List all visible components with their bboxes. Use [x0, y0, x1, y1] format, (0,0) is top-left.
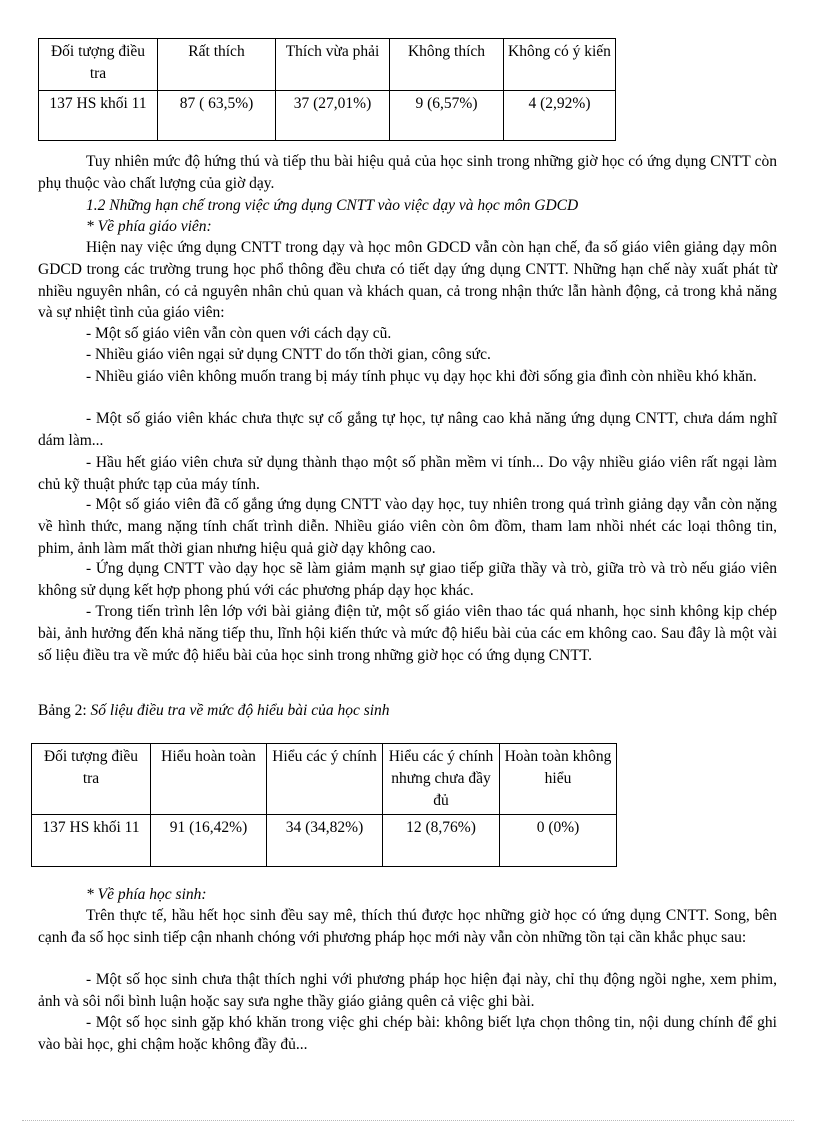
student-limitation-item: - Một số học sinh gặp khó khăn trong việc ghi chép bài: không biết lựa chọn thông tin, nội dung chính để ghi vào bài học, ghi chậm hoặc không đầy đủ... [38, 1014, 777, 1053]
table-cell: 12 (8,76%) [383, 815, 500, 867]
table-header-cell: Hiểu các ý chính [267, 744, 383, 815]
teacher-limitation-item: - Hầu hết giáo viên chưa sử dụng thành thạo một số phần mềm vi tính... Do vậy nhiều giáo viên rất ngại làm chủ kỹ thuật phức tạp của máy tính. [38, 454, 777, 493]
table-2-caption [38, 700, 390, 722]
caption-label: Bảng 2: [38, 702, 91, 719]
table-row [32, 815, 617, 867]
table-cell: 9 (6,57%) [390, 91, 504, 141]
table-header-row [39, 39, 616, 91]
table-header-cell: Không có ý kiến [504, 39, 616, 91]
teacher-heading: * Về phía giáo viên: [86, 218, 212, 235]
teacher-limitation-item: - Nhiều giáo viên không muốn trang bị máy tính phục vụ dạy học khi đời sống gia đình còn nhiều khó khăn. [86, 368, 757, 385]
table-header-cell: Thích vừa phải [276, 39, 390, 91]
survey-table-1 [38, 38, 616, 141]
teacher-limitation-item: - Trong tiến trình lên lớp với bài giảng điện tử, một số giáo viên thao tác quá nhanh, học sinh không kịp chép bài, ảnh hưởng đến khả năng tiếp thu, lĩnh hội kiến thức và mức độ hiểu bài của các em không cao. Sau đây là một vài số liệu điều tra về mức độ hiểu bài của học sinh trong những giờ học có ứng dụng CNTT. [38, 603, 777, 664]
survey-table-2 [31, 743, 617, 867]
teacher-limitation-item: - Một số giáo viên khác chưa thực sự cố gắng tự học, tự nâng cao khả năng ứng dụng CNTT, chưa dám nghĩ dám làm... [38, 410, 777, 449]
table-cell: 4 (2,92%) [504, 91, 616, 141]
student-intro-paragraph: Trên thực tế, hầu hết học sinh đều say mê, thích thú được học những giờ học có ứng dụng CNTT. Song, bên cạnh đa số học sinh tiếp cận nhanh chóng với phương pháp học mới này vẫn còn những tồn tại cần khắc phục sau: [38, 907, 777, 946]
teacher-intro-paragraph: Hiện nay việc ứng dụng CNTT trong dạy và học môn GDCD vẫn còn hạn chế, đa số giáo viên giảng dạy môn GDCD trong các trường trung học phổ thông đều chưa có tiết dạy ứng dụng CNTT. Những hạn chế này xuất phát từ nhiều nguyên nhân, có cả nguyên nhân chủ quan và khách quan, cả trong nhận thức lẫn hành động, cả trong khả năng và sự nhiệt tình của giáo viên: [38, 239, 777, 322]
table-header-cell: Không thích [390, 39, 504, 91]
page-bottom-divider [22, 1120, 794, 1121]
table-header-cell: Đối tượng điều tra [32, 744, 151, 815]
teacher-limitation-item: - Ứng dụng CNTT vào dạy học sẽ làm giảm mạnh sự giao tiếp giữa thầy và trò, giữa trò và trò nếu giáo viên không sử dụng kết hợp phong phú với các phương pháp dạy học khác. [38, 560, 777, 599]
student-heading: * Về phía học sinh: [86, 886, 207, 903]
table-cell: 34 (34,82%) [267, 815, 383, 867]
section-heading: 1.2 Những hạn chế trong việc ứng dụng CNTT vào việc dạy và học môn GDCD [86, 197, 579, 214]
table-header-cell: Hiểu hoàn toàn [151, 744, 267, 815]
table-cell: 137 HS khối 11 [32, 815, 151, 867]
table-header-cell: Hoàn toàn không hiểu [500, 744, 617, 815]
teacher-limitation-item: - Một số giáo viên vẫn còn quen với cách dạy cũ. [86, 325, 392, 342]
table-row [39, 91, 616, 141]
teacher-limitation-item: - Nhiều giáo viên ngại sử dụng CNTT do tốn thời gian, công sức. [86, 346, 491, 363]
table-header-cell: Rất thích [158, 39, 276, 91]
table-header-cell: Đối tượng điều tra [39, 39, 158, 91]
table-cell: 87 ( 63,5%) [158, 91, 276, 141]
table-header-row [32, 744, 617, 815]
teacher-limitation-item: - Một số giáo viên đã cố gắng ứng dụng CNTT vào dạy học, tuy nhiên trong quá trình giảng dạy vẫn còn nặng về hình thức, mang nặng tính chất trình diễn. Nhiều giáo viên còn ôm đồm, tham lam nhồi nhét các loại thông tin, phim, ảnh làm mất thời gian nhưng hiệu quả giờ dạy không cao. [38, 496, 777, 557]
interest-paragraph: Tuy nhiên mức độ hứng thú và tiếp thu bài hiệu quả của học sinh trong những giờ học có ứng dụng CNTT còn phụ thuộc vào chất lượng của giờ dạy. [38, 153, 777, 192]
table-cell: 37 (27,01%) [276, 91, 390, 141]
table-cell: 137 HS khối 11 [39, 91, 158, 141]
table-header-cell: Hiểu các ý chính nhưng chưa đầy đủ [383, 744, 500, 815]
table-cell: 0 (0%) [500, 815, 617, 867]
table-cell: 91 (16,42%) [151, 815, 267, 867]
caption-title: Số liệu điều tra về mức độ hiểu bài của học sinh [90, 702, 390, 719]
student-limitation-item: - Một số học sinh chưa thật thích nghi với phương pháp học hiện đại này, chỉ thụ động ngồi nghe, xem phim, ảnh và sôi nổi bình luận hoặc say sưa nghe thầy giáo giảng quên cả việc ghi bài. [38, 971, 777, 1010]
